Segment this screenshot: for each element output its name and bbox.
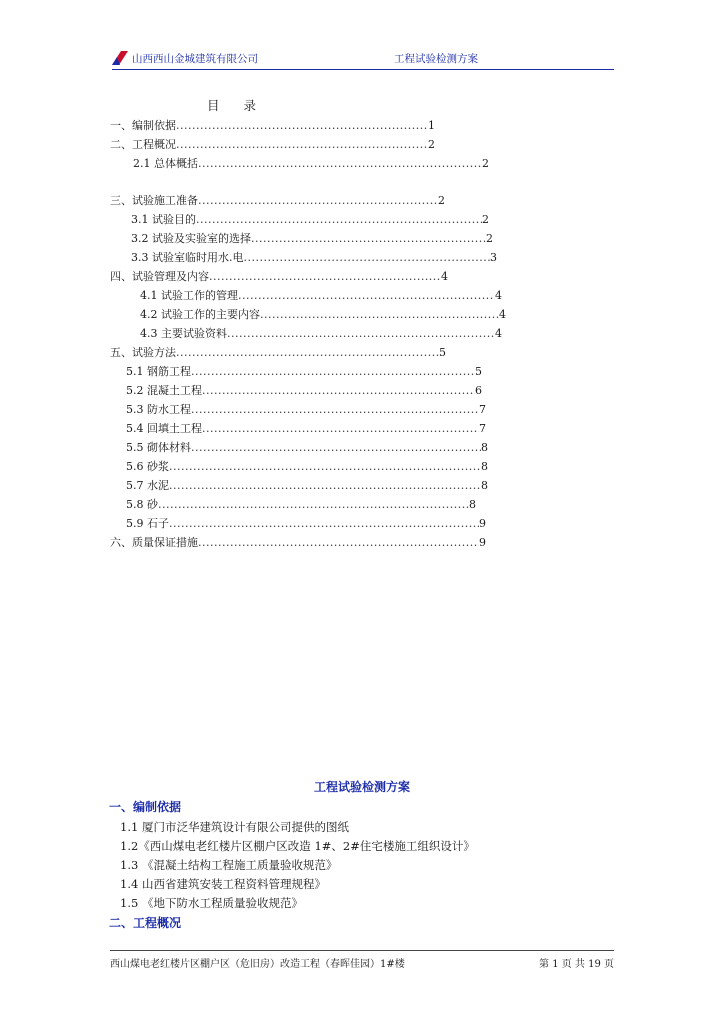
document-title: 工程试验检测方案 <box>313 780 410 794</box>
toc-entry: 4.3 主要试验资料 ..... 4 <box>140 325 502 341</box>
page-footer <box>110 950 614 970</box>
list-item: 1.1 厦门市泛华建筑设计有限公司提供的图纸 <box>120 820 349 834</box>
toc-entry: 5.8 砂 ..... 8 <box>126 496 476 512</box>
list-item: 1.3 《混凝土结构工程施工质量验收规范》 <box>120 858 338 872</box>
header-document-title: 工程试验检测方案 <box>394 53 478 65</box>
toc-entry: 4.2 试验工作的主要内容 ..... 4 <box>140 306 506 322</box>
toc-entry: 5.5 砌体材料 ..... 8 <box>126 439 488 455</box>
toc-entry: 2.1 总体概括 ..... 2 <box>133 155 489 171</box>
company-logo-icon <box>112 51 128 65</box>
toc-entry: 5.4 回填土工程 ..... 7 <box>126 420 486 436</box>
toc-entry: 一、编制依据 ..... 1 <box>110 117 435 133</box>
list-item: 1.5 《地下防水工程质量验收规范》 <box>120 896 303 910</box>
page-number: 第 1 页 共 19 页 <box>539 959 614 970</box>
footer-divider <box>110 950 614 951</box>
toc-entry: 二、工程概况 ..... 2 <box>110 136 435 152</box>
toc-entry: 3.3 试验室临时用水.电 ..... 3 <box>131 249 497 265</box>
toc-entry: 四、试验管理及内容 ..... 4 <box>110 268 448 284</box>
toc-entry: 五、试验方法 ..... 5 <box>110 344 446 360</box>
toc-entry: 5.6 砂浆 ..... 8 <box>126 458 488 474</box>
toc-entry: 5.3 防水工程 ..... 7 <box>126 401 486 417</box>
list-item: 1.4 山西省建筑安装工程资料管理规程》 <box>120 877 326 891</box>
toc-entry: 5.9 石子 ..... 9 <box>126 515 486 531</box>
toc-entry: 5.1 钢筋工程 ..... 5 <box>126 363 482 379</box>
toc-title: 目 录 <box>207 98 266 113</box>
list-item: 1.2《西山煤电老红楼片区棚户区改造 1#、2#住宅楼施工组织设计》 <box>120 839 475 853</box>
toc-entry: 5.2 混凝土工程 ..... 6 <box>126 382 482 398</box>
toc-entry: 5.7 水泥 ..... 8 <box>126 477 488 493</box>
toc-entry: 4.1 试验工作的管理 ..... 4 <box>140 287 502 303</box>
toc-entry: 三、试验施工准备 ..... 2 <box>110 192 445 208</box>
toc-entry: 3.2 试验及实验室的选择 ..... 2 <box>131 230 493 246</box>
toc-entry: 六、质量保证措施 ..... 9 <box>110 534 486 550</box>
toc-entry: 3.1 试验目的 ..... 2 <box>131 211 489 227</box>
page-header <box>112 50 614 72</box>
company-name: 山西西山金城建筑有限公司 <box>132 53 258 65</box>
header-divider <box>112 69 614 70</box>
section-heading-overview: 二、工程概况 <box>109 916 182 930</box>
footer-project-name: 西山煤电老红楼片区棚户区（危旧房）改造工程（春晖佳园）1#楼 <box>110 959 405 970</box>
section-heading-basis: 一、编制依据 <box>109 800 182 814</box>
